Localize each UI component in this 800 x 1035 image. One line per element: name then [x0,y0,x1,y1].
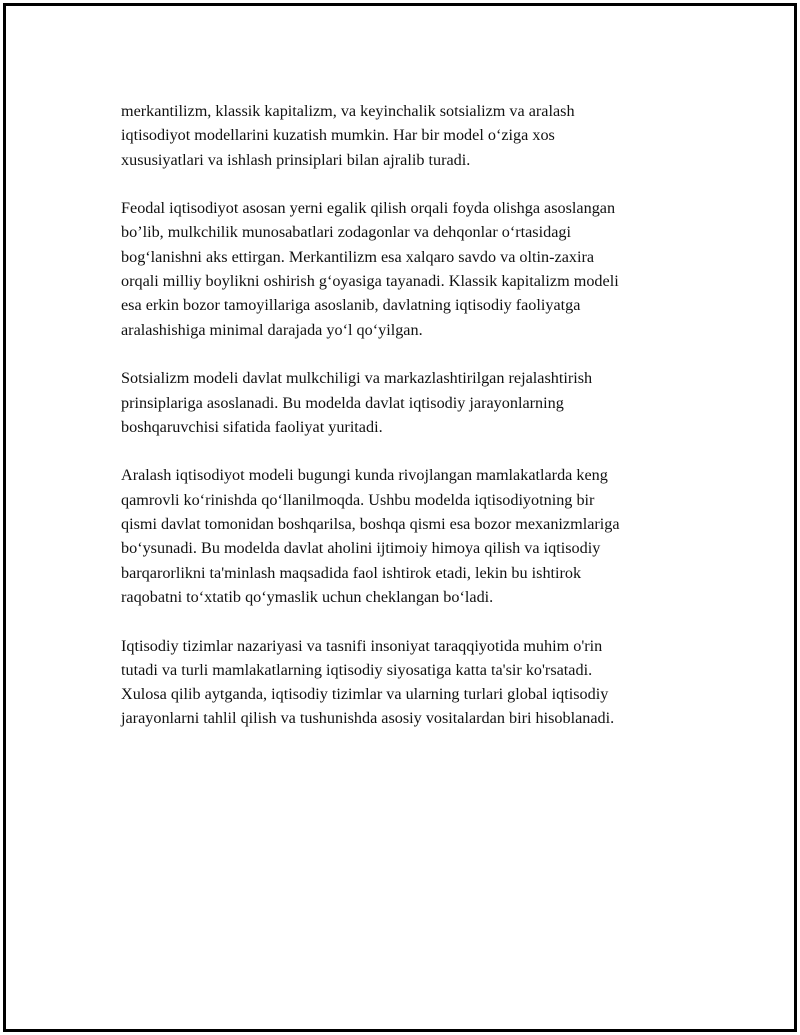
text-line: Iqtisodiy tizimlar nazariyasi va tasnifi insoniyat taraqqiyotida muhim o'rin [121,636,603,655]
text-line: Xulosa qilib aytganda, iqtisodiy tizimlar va ularning turlari global iqtisodiy [121,685,609,704]
text-line: tutadi va turli mamlakatlarning iqtisodiy siyosatiga katta ta'sir ko'rsatadi. [121,660,593,679]
text-line: iqtisodiyot modellarini kuzatish mumkin. Har bir model o‘ziga xos [121,126,555,145]
paragraph-2 [121,196,696,342]
text-line: esa erkin bozor tamoyillariga asoslanib, davlatning iqtisodiy faoliyatga [121,296,581,315]
text-line: orqali milliy boylikni oshirish g‘oyasiga tayanadi. Klassik kapitalizm modeli [121,272,619,291]
text-line: bo‘ysunadi. Bu modelda davlat aholini ijtimoiy himoya qilish va iqtisodiy [121,539,601,558]
paragraph-1 [121,99,696,172]
paragraph-4 [121,463,696,609]
text-line: bog‘lanishni aks ettirgan. Merkantilizm esa xalqaro savdo va oltin-zaxira [121,247,595,266]
text-line: prinsiplariga asoslanadi. Bu modelda davlat iqtisodiy jarayonlarning [121,393,564,412]
text-line: merkantilizm, klassik kapitalizm, va keyinchalik sotsializm va aralash [121,102,575,120]
text-line: Aralash iqtisodiyot modeli bugungi kunda rivojlangan mamlakatlarda keng [121,466,608,485]
text-line: boshqaruvchisi sifatida faoliyat yuritadi. [121,417,383,436]
text-line: qismi davlat tomonidan boshqarilsa, boshqa qismi esa bozor mexanizmlariga [121,515,620,534]
text-line: barqarorlikni ta'minlash maqsadida faol ishtirok etadi, lekin bu ishtirok [121,563,582,582]
text-line: aralashishiga minimal darajada yo‘l qo‘yilgan. [121,320,423,339]
text-line: xususiyatlari va ishlash prinsiplari bilan ajralib turadi. [121,150,471,169]
text-line: raqobatni to‘xtatib qo‘ymaslik uchun cheklangan bo‘ladi. [121,587,494,606]
text-line: Sotsializm modeli davlat mulkchiligi va markazlashtirilgan rejalashtirish [121,369,593,388]
text-line: jarayonlarni tahlil qilish va tushunishda asosiy vositalardan biri hisoblanadi. [121,709,615,728]
page-frame [3,3,797,1032]
text-line: Feodal iqtisodiyot asosan yerni egalik qilish orqali foyda olishga asoslangan [121,199,616,218]
text-line: bo’lib, mulkchilik munosabatlari zodagonlar va dehqonlar o‘rtasidagi [121,223,571,242]
paragraph-3 [121,366,696,439]
document-body [121,99,696,755]
text-line: qamrovli ko‘rinishda qo‘llanilmoqda. Ushbu modelda iqtisodiyotning bir [121,490,595,509]
paragraph-5 [121,634,696,731]
